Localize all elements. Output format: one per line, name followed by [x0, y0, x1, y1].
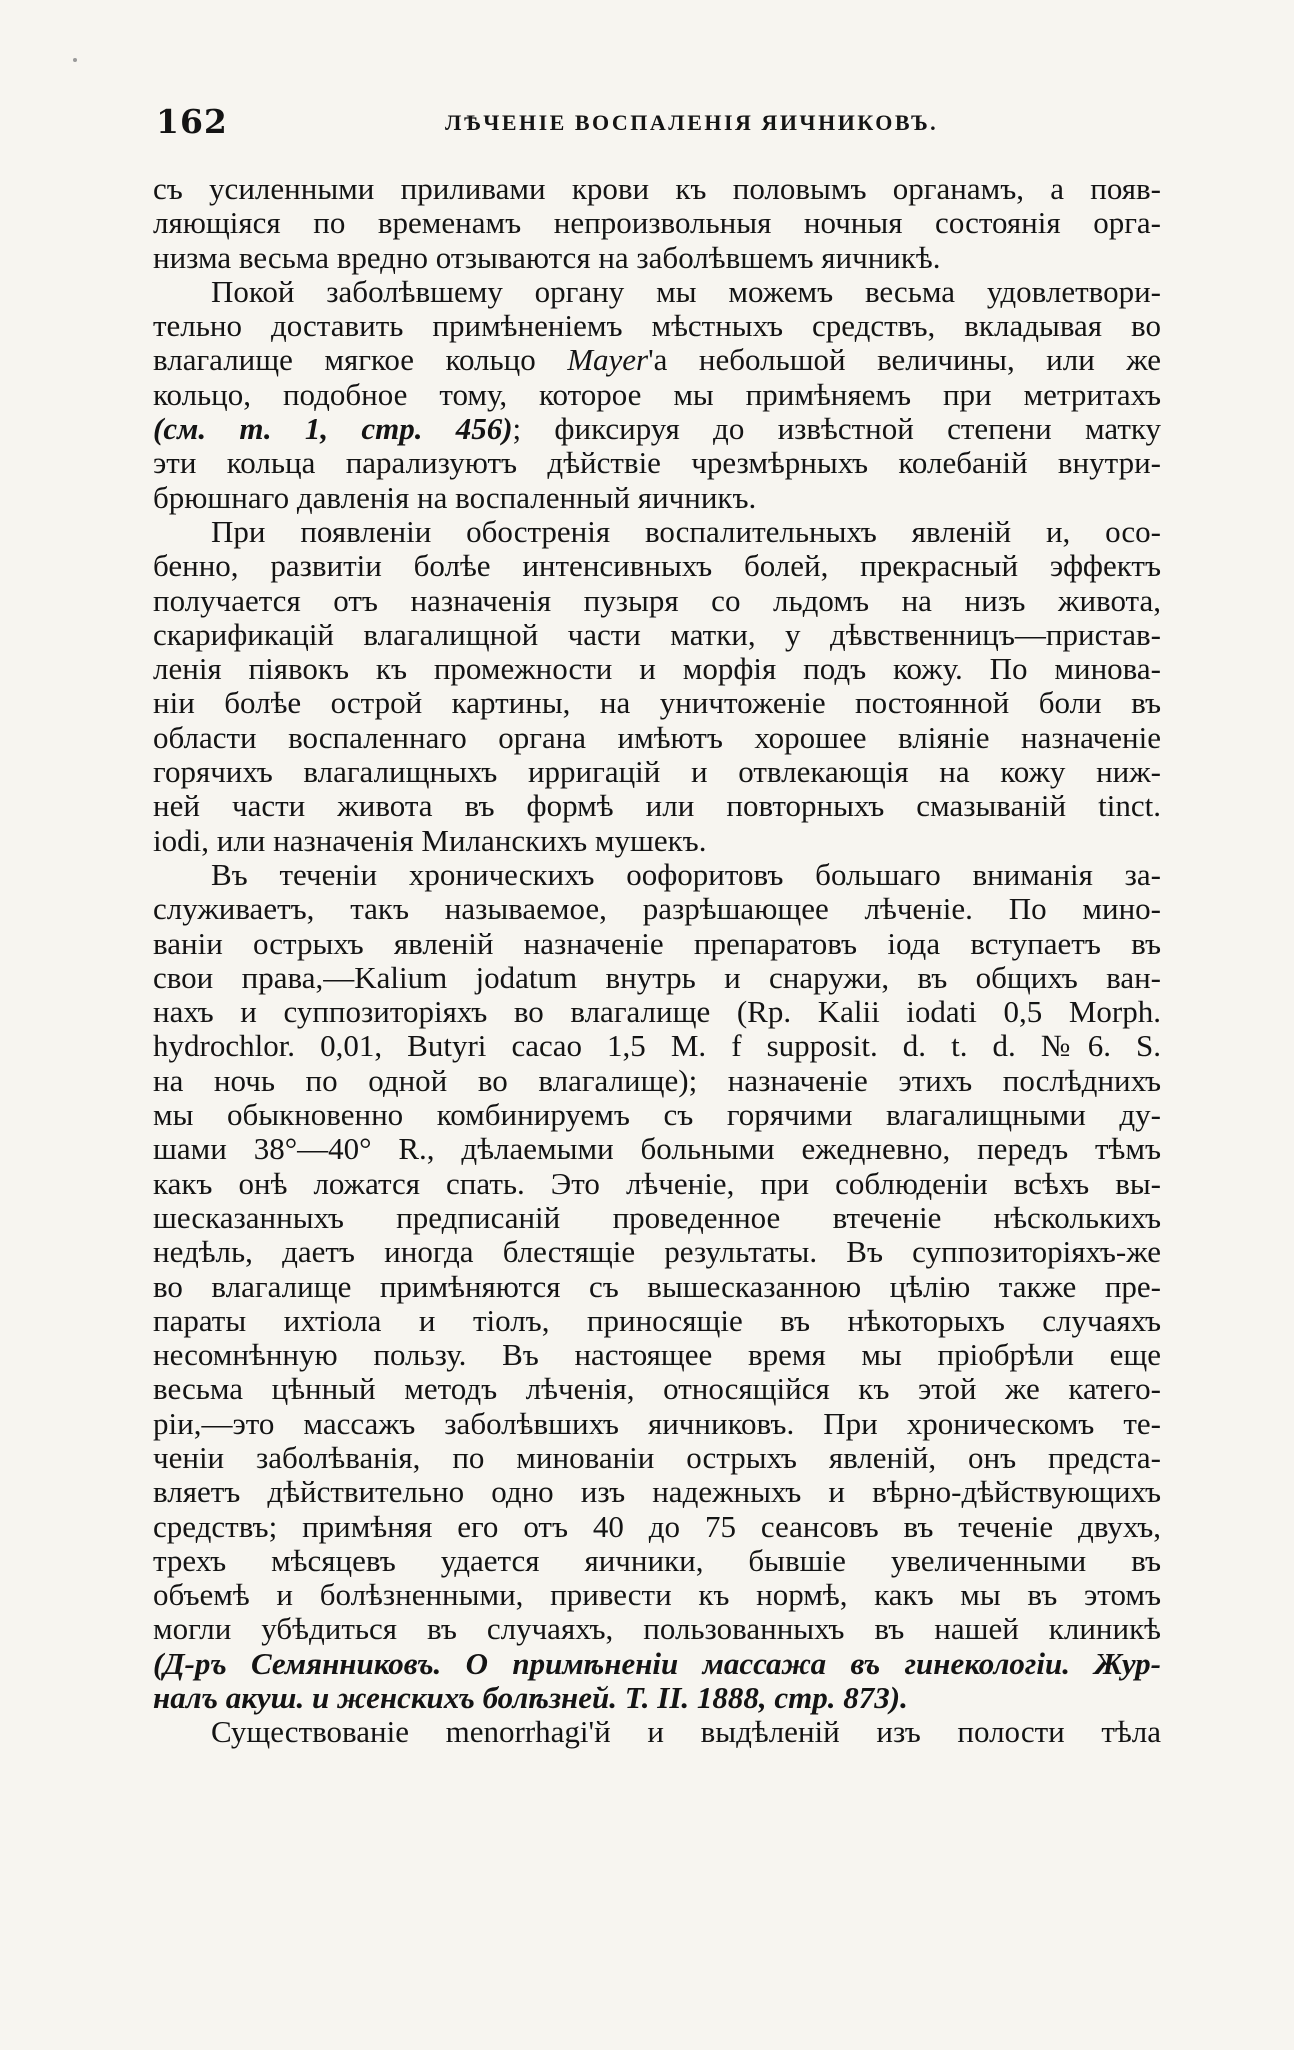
text-line: несомнѣнную пользу. Въ настоящее время мы пріобрѣли еще	[153, 1337, 1161, 1373]
text-line: iodi, или назначенія Миланскихъ мушекъ.	[153, 822, 707, 858]
text-line: hydrochlor. 0,01, Butyri cacao 1,5 M. f supposit. d. t. d. №6. S.	[153, 1028, 1161, 1064]
text-line: ней части живота въ формѣ или повторныхъ смазываній tinct.	[153, 788, 1161, 824]
text-line	[153, 1681, 1161, 1715]
text-line: скарификацій влагалищной части матки, у дѣвственницъ—пристав-	[153, 616, 1161, 652]
text-line: кольцо, подобное тому, которое мы примѣняемъ при метритахъ	[153, 376, 1161, 412]
page-number: 162	[156, 102, 228, 141]
text-segment: 'а небольшой величины, или же	[648, 342, 1161, 378]
text-line: Существованіе menorrhagi'й и выдѣленій изъ полости тѣла	[211, 1714, 1161, 1750]
text-line: ріи,—это массажъ заболѣвшихъ яичниковъ. При хроническомъ те-	[153, 1405, 1161, 1441]
text-line: весьма цѣнный методъ лѣченія, относящійся къ этой же катего-	[153, 1371, 1161, 1407]
text-line: При появленіи обостренія воспалительныхъ явленій и, осо-	[211, 513, 1161, 549]
text-line: низма весьма вредно отзываются на заболѣвшемъ яичникѣ.	[153, 239, 941, 275]
text-line: ленія піявокъ къ промежности и морфія подъ кожу. По минова-	[153, 651, 1161, 687]
text-line: ченіи заболѣванія, по минованіи острыхъ явленій, онъ предста-	[153, 1439, 1161, 1475]
text-line: мы обыкновенно комбинируемъ съ горячими влагалищными ду-	[153, 1097, 1161, 1133]
text-line: на ночь по одной во влагалище); назначеніе этихъ послѣднихъ	[153, 1062, 1161, 1098]
text-line: ляющіяся по временамъ непроизвольныя ночныя состоянія орга-	[153, 205, 1161, 241]
text-line: во влагалище примѣняются съ вышесказанною цѣлію также пре-	[153, 1268, 1161, 1304]
running-title: ЛѢЧЕНІЕ ВОСПАЛЕНІЯ ЯИЧНИКОВЪ.	[445, 110, 939, 135]
text-line: вляетъ дѣйствительно одно изъ надежныхъ и вѣрно-дѣйствующихъ	[153, 1474, 1161, 1510]
paper-speck	[73, 58, 77, 62]
text-segment: ; фиксируя до извѣстной степени матку	[512, 411, 1161, 447]
text-line: трехъ мѣсяцевъ удается яичники, бывшіе увеличенными въ	[153, 1542, 1161, 1578]
text-segment: влагалище мягкое кольцо	[153, 342, 568, 378]
text-line: параты ихтіола и тіолъ, приносящіе въ нѣкоторыхъ случаяхъ	[153, 1302, 1161, 1338]
text-line: средствъ; примѣняя его отъ 40 до 75 сеансовъ въ теченіе двухъ,	[153, 1508, 1161, 1544]
text-line: Покой заболѣвшему органу мы можемъ весьма удовлетвори-	[211, 273, 1161, 309]
text-line: недѣль, даетъ иногда блестящіе результаты. Въ суппозиторіяхъ-же	[153, 1234, 1161, 1270]
text-line	[153, 343, 1161, 377]
body-text	[153, 172, 1161, 1750]
text-line: служиваетъ, такъ называемое, разрѣшающее лѣченіе. По мино-	[153, 891, 1161, 927]
text-line: получается отъ назначенія пузыря со льдомъ на низъ живота,	[153, 582, 1161, 618]
text-line: области воспаленнаго органа имѣютъ хорошее вліяніе назначеніе	[153, 719, 1161, 755]
text-line: какъ онѣ ложатся спать. Это лѣченіе, при соблюденіи всѣхъ вы-	[153, 1165, 1161, 1201]
page-header	[152, 102, 1164, 142]
text-line: объемѣ и болѣзненными, привести къ нормѣ, какъ мы въ этомъ	[153, 1577, 1161, 1613]
text-line: могли убѣдиться въ случаяхъ, пользованныхъ въ нашей клиникѣ	[153, 1611, 1161, 1647]
italic-citation: налъ акуш. и женскихъ болѣзней. Т. II. 1888, стр. 873).	[153, 1680, 908, 1716]
text-line: эти кольца парализуютъ дѣйствіе чрезмѣрныхъ колебаній внутри-	[153, 445, 1161, 481]
text-line: бенно, развитіи болѣе интенсивныхъ болей, прекрасный эффектъ	[153, 548, 1161, 584]
italic-name: Mayer	[567, 342, 649, 378]
text-line: Въ теченіи хроническихъ оофоритовъ большаго вниманія за-	[211, 856, 1161, 892]
text-line: тельно доставить примѣненіемъ мѣстныхъ средствъ, вкладывая во	[153, 308, 1161, 344]
text-line: съ усиленными приливами крови къ половымъ органамъ, а появ-	[153, 171, 1161, 206]
text-line: шами 38°—40° R., дѣлаемыми больными ежедневно, передъ тѣмъ	[153, 1131, 1161, 1167]
text-line: шесказанныхъ предписаній проведенное втеченіе нѣсколькихъ	[153, 1199, 1161, 1235]
text-line: свои права,—Kalium jodatum внутрь и снаружи, въ общихъ ван-	[153, 959, 1161, 995]
text-line: ваніи острыхъ явленій назначеніе препаратовъ іода вступаетъ въ	[153, 925, 1161, 961]
text-line	[153, 412, 1161, 446]
italic-reference: (см. т. 1, стр. 456)	[153, 411, 513, 447]
text-line: брюшнаго давленія на воспаленный яичникъ.	[153, 479, 757, 515]
italic-citation: (Д-ръ Семянниковъ. О примѣненіи массажа въ гинекологіи. Жур-	[153, 1645, 1161, 1681]
text-line: ніи болѣе острой картины, на уничтоженіе постоянной боли въ	[153, 685, 1161, 721]
text-line: горячихъ влагалищныхъ ирригацій и отвлекающія на кожу ниж-	[153, 754, 1161, 790]
text-line	[153, 1647, 1161, 1681]
text-line: нахъ и суппозиторіяхъ во влагалище (Rp. Kalii iodati 0,5 Morph.	[153, 994, 1161, 1030]
